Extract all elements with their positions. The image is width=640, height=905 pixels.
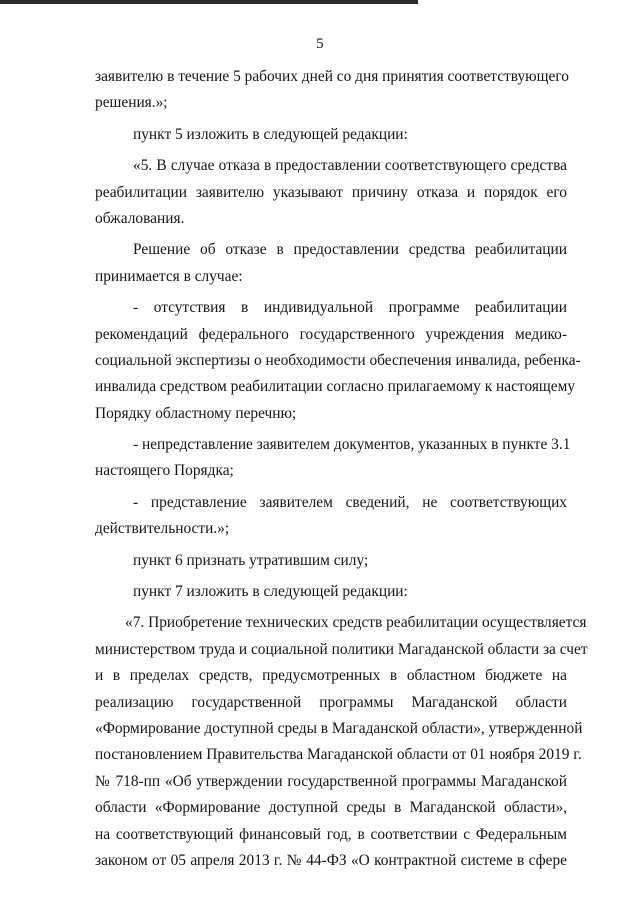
text-line: пункт 6 признать утратившим силу;	[133, 551, 369, 569]
top-border-line	[0, 0, 418, 4]
text-line: заявителю в течение 5 рабочих дней со дня принятия соответствующего	[95, 68, 569, 85]
text-line: инвалида средством реабилитации согласно прилагаемому к настоящему	[95, 378, 576, 396]
text-line: решения.»;	[95, 94, 168, 112]
text-line: - непредставление заявителем документов, указанных в пункте 3.1	[133, 436, 571, 454]
text-line: «7. Приобретение технических средств реабилитации осуществляется	[125, 614, 587, 632]
text-line: социальной экспертизы о необходимости обеспечения инвалида, ребенка-	[95, 351, 581, 369]
text-line: Решение об отказе в предоставлении средства реабилитации	[133, 241, 567, 259]
text-line: настоящего Порядка;	[95, 462, 234, 480]
text-line: действительности.»;	[95, 520, 230, 538]
text-line: области «Формирование доступной среды в Магаданской области»,	[95, 799, 567, 817]
text-line: министерством труда и социальной политики Магаданской области за счет	[95, 640, 588, 658]
text-line: - представление заявителем сведений, не соответствующих	[133, 493, 567, 511]
text-line: постановлением Правительства Магаданской области от 01 ноября 2019 г.	[95, 746, 582, 764]
text-line: пункт 5 изложить в следующей редакции:	[133, 125, 408, 143]
text-line: - отсутствия в индивидуальной программе реабилитации	[133, 299, 567, 317]
text-line: «Формирование доступной среды в Магаданской области», утвержденной	[95, 719, 583, 737]
text-line: законом от 05 апреля 2013 г. № 44-ФЗ «О контрактной системе в сфере	[95, 851, 567, 869]
text-line: обжалования.	[95, 209, 185, 227]
text-line: и в пределах средств, предусмотренных в областном бюджете на	[95, 667, 567, 685]
text-line: пункт 7 изложить в следующей редакции:	[133, 583, 408, 601]
text-line: Порядку областному перечню;	[95, 404, 297, 422]
text-line: № 718-пп «Об утверждении государственной программы Магаданской	[95, 772, 567, 790]
text-line: на соответствующий финансовый год, в соответствии с Федеральным	[95, 825, 567, 843]
page-number: 5	[316, 36, 324, 52]
text-line: «5. В случае отказа в предоставлении соответствующего средства	[133, 157, 567, 175]
text-line: реализацию государственной программы Магаданской области	[95, 693, 567, 711]
document-body	[95, 64, 588, 874]
text-line: принимается в случае:	[95, 267, 243, 285]
text-line: реабилитации заявителю указывают причину отказа и порядок его	[95, 183, 567, 201]
text-line: рекомендаций федерального государственного учреждения медико-	[95, 325, 567, 343]
